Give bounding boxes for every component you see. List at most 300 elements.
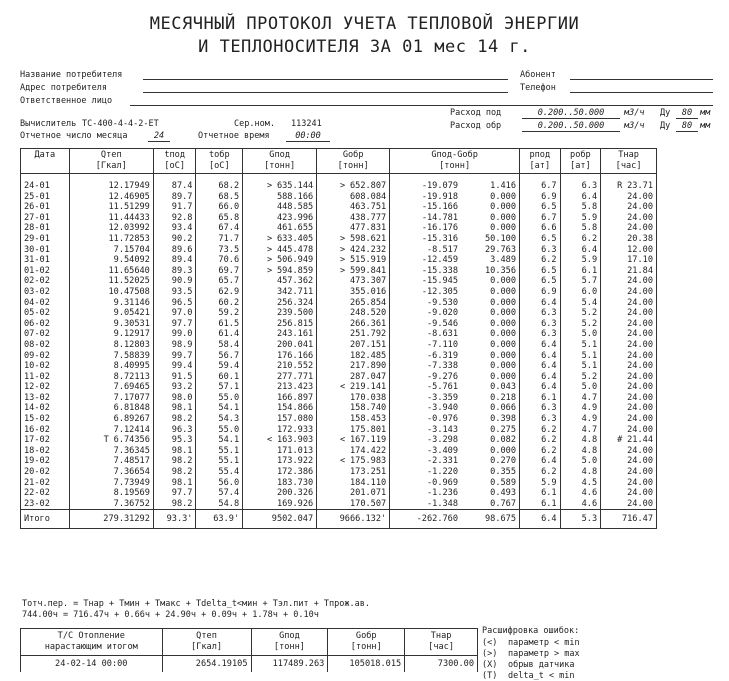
cell-value: -9.276 <box>426 371 459 382</box>
table-cell <box>317 181 390 192</box>
cell-value: 170.038 <box>349 392 387 403</box>
cell-value: 70.6 <box>218 255 240 266</box>
table-cell <box>69 467 153 478</box>
cell-value: 24.00 <box>627 371 653 382</box>
table-cell <box>243 456 317 467</box>
cell-value: 6.2 <box>541 445 557 456</box>
cell-value: 16-02 <box>24 424 50 435</box>
table-cell <box>560 255 601 266</box>
column-header-title: Tнар <box>430 631 452 641</box>
cell-value: 5.0 <box>581 456 598 467</box>
cell-value: 182.485 <box>349 350 387 361</box>
cell-value: Итого <box>24 514 50 525</box>
table-cell <box>560 308 601 319</box>
cell-value: 0.355 <box>490 467 517 478</box>
table-cell <box>243 266 317 277</box>
cell-value: 87.4 <box>171 181 193 191</box>
cell-value: 598.621 <box>349 233 387 244</box>
table-cell <box>153 276 196 287</box>
cell-value: 98.2 <box>171 456 193 467</box>
cell-value: 243.161 <box>276 329 314 340</box>
cell-value: 68.2 <box>218 181 240 191</box>
table-cell <box>153 329 196 340</box>
cell-value: 57.1 <box>218 382 240 393</box>
table-cell <box>390 329 520 340</box>
cell-value: 438.777 <box>349 212 387 223</box>
status-mark: > <box>266 244 273 255</box>
cumulative-column-header <box>328 629 405 656</box>
consumer-label: Название потребителя <box>20 70 123 80</box>
cell-value: -15.945 <box>421 276 459 287</box>
table-cell <box>69 403 153 414</box>
cell-value: 445.478 <box>276 244 314 255</box>
table-cell <box>243 488 317 499</box>
cell-value: 201.071 <box>349 488 387 499</box>
table-cell <box>520 403 561 414</box>
table-cell <box>520 456 561 467</box>
cell-value: -12.305 <box>421 286 459 297</box>
cell-value: 219.141 <box>349 382 387 393</box>
table-cell <box>69 340 153 351</box>
status-mark: > <box>266 233 273 244</box>
cell-value: 0.493 <box>490 488 517 499</box>
cell-value: 213.423 <box>276 382 314 393</box>
table-cell <box>196 245 243 256</box>
table-cell <box>601 446 657 457</box>
table-cell <box>520 435 561 446</box>
cell-value: 03-02 <box>24 286 50 297</box>
cell-value: 62.9 <box>218 286 240 297</box>
table-cell <box>153 298 196 309</box>
table-cell <box>317 456 390 467</box>
table-cell <box>243 329 317 340</box>
table-cell <box>601 223 657 234</box>
table-spacer <box>21 174 657 182</box>
table-cell <box>560 298 601 309</box>
table-cell <box>69 223 153 234</box>
cell-value: 23-02 <box>24 498 50 509</box>
table-cell <box>69 287 153 298</box>
table-cell <box>520 488 561 499</box>
cell-value: 0.000 <box>490 286 517 297</box>
table-cell <box>243 403 317 414</box>
du-supply-unit: мм <box>700 108 711 118</box>
cell-value: 200.326 <box>276 488 314 499</box>
cumulative-tn: 7300.00 <box>405 656 478 673</box>
table-cell <box>21 372 70 383</box>
cell-value: 0.000 <box>490 212 517 223</box>
status-mark: > <box>266 181 273 191</box>
cell-value: -7.338 <box>426 361 459 372</box>
cumulative-column-header <box>21 629 163 656</box>
table-row <box>21 276 657 287</box>
table-cell <box>69 276 153 287</box>
table-cell <box>520 329 561 340</box>
cell-value: 6.3 <box>541 414 557 425</box>
cell-value: 24.00 <box>627 191 653 202</box>
table-cell <box>520 372 561 383</box>
column-header-title: Т/С Отопление <box>57 631 125 641</box>
table-cell <box>601 435 657 446</box>
cell-value: 5.1 <box>581 339 598 350</box>
du-return-label: Ду <box>660 121 671 131</box>
cell-value: 63.9' <box>213 514 240 525</box>
table-cell <box>560 329 601 340</box>
table-cell <box>317 510 390 529</box>
table-row <box>21 478 657 489</box>
table-cell <box>520 478 561 489</box>
table-cell <box>243 181 317 192</box>
cell-value: 89.7 <box>171 191 193 202</box>
table-cell <box>153 372 196 383</box>
cell-value: 99.0 <box>171 329 193 340</box>
cell-value: 0.589 <box>490 477 517 488</box>
cell-value: 0.000 <box>490 308 517 319</box>
cell-value: 594.859 <box>276 265 314 276</box>
table-row <box>21 393 657 404</box>
cell-value: 24.00 <box>627 297 653 308</box>
cell-value: 24.00 <box>627 286 653 297</box>
table-cell <box>69 298 153 309</box>
cell-value: 4.8 <box>581 435 598 446</box>
cell-value: -262.760 <box>416 514 459 525</box>
table-cell <box>520 414 561 425</box>
table-cell <box>601 456 657 467</box>
cell-value: 6.3 <box>541 308 557 319</box>
responsible-line <box>130 105 713 106</box>
cell-value: 6.4 <box>541 339 557 350</box>
cell-value: 5.9 <box>541 477 557 488</box>
table-cell <box>153 181 196 192</box>
cell-value: 0.000 <box>490 276 517 287</box>
cell-value: 5.2 <box>581 371 598 382</box>
cell-value: 24.00 <box>627 477 653 488</box>
cell-value: 473.307 <box>349 276 387 287</box>
table-cell <box>390 510 520 529</box>
column-header-title: Qтеп <box>196 631 217 641</box>
cell-value: 10.47508 <box>108 286 150 297</box>
cell-value: -12.459 <box>421 255 459 266</box>
table-cell <box>153 382 196 393</box>
cell-value: 175.801 <box>349 424 387 435</box>
table-cell <box>196 382 243 393</box>
cell-value: 96.3 <box>171 424 193 435</box>
table-cell <box>21 223 70 234</box>
table-cell <box>196 425 243 436</box>
table-cell <box>243 192 317 203</box>
error-code: (X) <box>482 660 498 670</box>
table-cell <box>21 478 70 489</box>
status-mark: > <box>339 181 346 191</box>
cell-value: 6.3 <box>541 329 557 340</box>
table-cell <box>560 340 601 351</box>
cell-value: 71.7 <box>218 233 240 244</box>
cell-value: 6.3 <box>541 403 557 414</box>
cell-value: 12.00 <box>627 244 653 255</box>
cell-value: 4.7 <box>581 424 598 435</box>
table-cell <box>560 403 601 414</box>
table-row <box>21 340 657 351</box>
table-cell <box>601 266 657 277</box>
cell-value: 4.7 <box>581 392 598 403</box>
table-cell <box>196 467 243 478</box>
table-cell <box>153 456 196 467</box>
table-cell <box>520 287 561 298</box>
cell-value: 05-02 <box>24 308 50 319</box>
cell-value: 11.51299 <box>108 202 150 213</box>
cell-value: 24.00 <box>627 202 653 213</box>
cell-value: -16.176 <box>421 223 459 234</box>
cell-value: 93.3' <box>166 514 193 525</box>
status-mark: > <box>339 233 346 244</box>
cell-value: 7.36345 <box>113 445 150 456</box>
cell-value: 93.2 <box>171 382 193 393</box>
table-cell <box>520 446 561 457</box>
table-cell <box>153 467 196 478</box>
time-balance-formula: Tотч.пер. = Tнар + Tмин + Tмакс + Tdelta_t<мин + Tэл.пит + Tпрож.ав. <box>22 599 370 609</box>
cell-value: 55.0 <box>218 424 240 435</box>
error-description: delta_t < min <box>508 671 575 681</box>
table-header-row <box>21 149 657 174</box>
flow-return-label: Расход обр <box>450 121 502 131</box>
cell-value: 6.4 <box>541 371 557 382</box>
column-header <box>390 149 520 174</box>
table-cell <box>317 329 390 340</box>
table-cell <box>243 213 317 224</box>
cell-value: 08-02 <box>24 339 50 350</box>
cell-value: -1.348 <box>426 498 459 509</box>
cell-value: 55.1 <box>218 445 240 456</box>
table-cell <box>243 372 317 383</box>
cell-value: 6.1 <box>581 265 598 276</box>
table-cell <box>196 319 243 330</box>
table-cell <box>243 382 317 393</box>
table-cell <box>560 213 601 224</box>
cell-value: 6.1 <box>541 392 557 403</box>
cell-value: 90.9 <box>171 276 193 287</box>
table-row <box>21 403 657 414</box>
cell-value: 170.507 <box>349 498 387 509</box>
cell-value: 167.119 <box>349 435 387 446</box>
cell-value: 266.361 <box>349 318 387 329</box>
cumulative-header-row <box>21 629 478 656</box>
subscriber-line <box>570 79 713 80</box>
cell-value: 21-02 <box>24 477 50 488</box>
table-cell <box>317 425 390 436</box>
cell-value: 24-01 <box>24 181 50 191</box>
cell-value: 07-02 <box>24 329 50 340</box>
table-cell <box>390 393 520 404</box>
table-cell <box>69 213 153 224</box>
cell-value: 04-02 <box>24 297 50 308</box>
table-cell <box>69 456 153 467</box>
cell-value: 89.4 <box>171 255 193 266</box>
table-cell <box>196 351 243 362</box>
cell-value: 89.3 <box>171 265 193 276</box>
cell-value: 423.996 <box>276 212 314 223</box>
table-cell <box>243 340 317 351</box>
table-cell <box>601 287 657 298</box>
table-cell <box>317 192 390 203</box>
cell-value: 30-01 <box>24 244 50 255</box>
table-cell <box>560 499 601 510</box>
table-cell <box>560 234 601 245</box>
cell-value: 6.1 <box>541 498 557 509</box>
cell-value: 635.144 <box>276 181 314 191</box>
table-cell <box>69 478 153 489</box>
table-cell <box>243 308 317 319</box>
status-mark: > <box>339 265 346 276</box>
report-time-label: Отчетное время <box>198 131 270 141</box>
table-cell <box>601 255 657 266</box>
column-header <box>601 149 657 174</box>
cell-value: 98.2 <box>171 498 193 509</box>
cell-value: 55.0 <box>218 392 240 403</box>
cell-value: 24.00 <box>627 276 653 287</box>
table-cell <box>69 372 153 383</box>
cell-value: 6.9 <box>541 286 557 297</box>
table-cell <box>153 361 196 372</box>
cell-value: 0.218 <box>490 392 517 403</box>
cell-value: 633.405 <box>276 233 314 244</box>
column-header-title: tпод <box>164 150 186 160</box>
table-cell <box>390 213 520 224</box>
cell-value: -5.761 <box>426 382 459 393</box>
table-cell <box>560 202 601 213</box>
status-mark: > <box>266 255 273 266</box>
table-cell <box>69 446 153 457</box>
status-mark: < <box>339 382 346 393</box>
cell-value: 98.1 <box>171 477 193 488</box>
table-cell <box>21 510 70 529</box>
cell-value: 18-02 <box>24 445 50 456</box>
table-cell <box>390 340 520 351</box>
phone-line <box>570 92 713 93</box>
column-header-title: tобр <box>208 150 230 160</box>
cell-value: 20.38 <box>627 233 653 244</box>
cell-value: 477.831 <box>349 223 387 234</box>
table-cell <box>560 382 601 393</box>
cell-value: 24.00 <box>627 414 653 425</box>
flow-return-value: 0.200..50.000 <box>522 121 620 132</box>
table-cell <box>317 266 390 277</box>
cell-value: 68.5 <box>218 191 240 202</box>
table-row <box>21 255 657 266</box>
cell-value: 27-01 <box>24 212 50 223</box>
table-cell <box>520 319 561 330</box>
cell-value: 65.7 <box>218 276 240 287</box>
cell-value: 158.740 <box>349 403 387 414</box>
table-cell <box>196 456 243 467</box>
column-header-title: Gпод-Gобр <box>431 150 478 160</box>
cell-value: 12-02 <box>24 382 50 393</box>
cell-value: 99.4 <box>171 361 193 372</box>
cell-value: 6.4 <box>541 382 557 393</box>
table-cell <box>601 414 657 425</box>
cell-value: 506.949 <box>276 255 314 266</box>
table-cell <box>69 266 153 277</box>
table-cell <box>196 361 243 372</box>
table-cell <box>196 329 243 340</box>
cell-value: 25-01 <box>24 191 50 202</box>
cell-value: 457.362 <box>276 276 314 287</box>
table-cell <box>21 181 70 192</box>
error-description: обрыв датчика <box>508 660 575 670</box>
cell-value: -9.530 <box>426 297 459 308</box>
table-cell <box>21 467 70 478</box>
table-cell <box>317 467 390 478</box>
cell-value: 01-02 <box>24 265 50 276</box>
table-cell <box>390 202 520 213</box>
table-cell <box>243 499 317 510</box>
table-cell <box>560 446 601 457</box>
table-cell <box>560 181 601 192</box>
table-cell <box>21 340 70 351</box>
cell-value: 6.89267 <box>113 414 150 425</box>
flow-return-unit: м3/ч <box>624 121 645 131</box>
cell-value: 65.8 <box>218 212 240 223</box>
table-cell <box>196 499 243 510</box>
cell-value: 172.933 <box>276 424 314 435</box>
table-cell <box>317 287 390 298</box>
table-cell <box>390 351 520 362</box>
table-cell <box>153 213 196 224</box>
table-row <box>21 245 657 256</box>
column-header-unit: [oC] <box>164 161 186 171</box>
table-cell <box>560 319 601 330</box>
table-cell <box>390 499 520 510</box>
cell-value: 154.866 <box>276 403 314 414</box>
cell-value: 5.8 <box>581 202 598 213</box>
cell-value: 0.000 <box>490 191 517 202</box>
flow-supply-unit: м3/ч <box>624 108 645 118</box>
table-cell <box>601 382 657 393</box>
cell-value: 57.4 <box>218 488 240 499</box>
cell-value: -3.940 <box>426 403 459 414</box>
table-cell <box>390 456 520 467</box>
table-cell <box>601 245 657 256</box>
cell-value: 12.03992 <box>108 223 150 234</box>
cumulative-column-header <box>405 629 478 656</box>
table-cell <box>560 393 601 404</box>
cell-value: 26-01 <box>24 202 50 213</box>
daily-table <box>20 148 657 529</box>
cell-value: -14.781 <box>421 212 459 223</box>
column-header-unit: [час] <box>428 642 455 652</box>
table-cell <box>390 446 520 457</box>
cell-value: 6.2 <box>581 233 598 244</box>
cell-value: -3.298 <box>426 435 459 446</box>
column-header-unit: [ат] <box>570 161 591 171</box>
cell-value: 97.0 <box>171 308 193 319</box>
cell-value: 171.013 <box>276 445 314 456</box>
cell-value: 23.71 <box>627 181 653 191</box>
cell-value: 716.47 <box>621 514 653 525</box>
cell-value: 67.4 <box>218 223 240 234</box>
cell-value: 5.9 <box>581 255 598 266</box>
report-title-line1: МЕСЯЧНЫЙ ПРОТОКОЛ УЧЕТА ТЕПЛОВОЙ ЭНЕРГИИ <box>149 14 580 34</box>
table-cell <box>69 382 153 393</box>
cell-value: 6.4 <box>541 361 557 372</box>
cell-value: 599.841 <box>349 265 387 276</box>
table-cell <box>196 181 243 192</box>
table-cell <box>520 234 561 245</box>
table-cell <box>317 213 390 224</box>
cell-value: -3.409 <box>426 445 459 456</box>
status-mark: T <box>103 435 109 446</box>
column-header <box>317 149 390 174</box>
cell-value: 172.386 <box>276 467 314 478</box>
